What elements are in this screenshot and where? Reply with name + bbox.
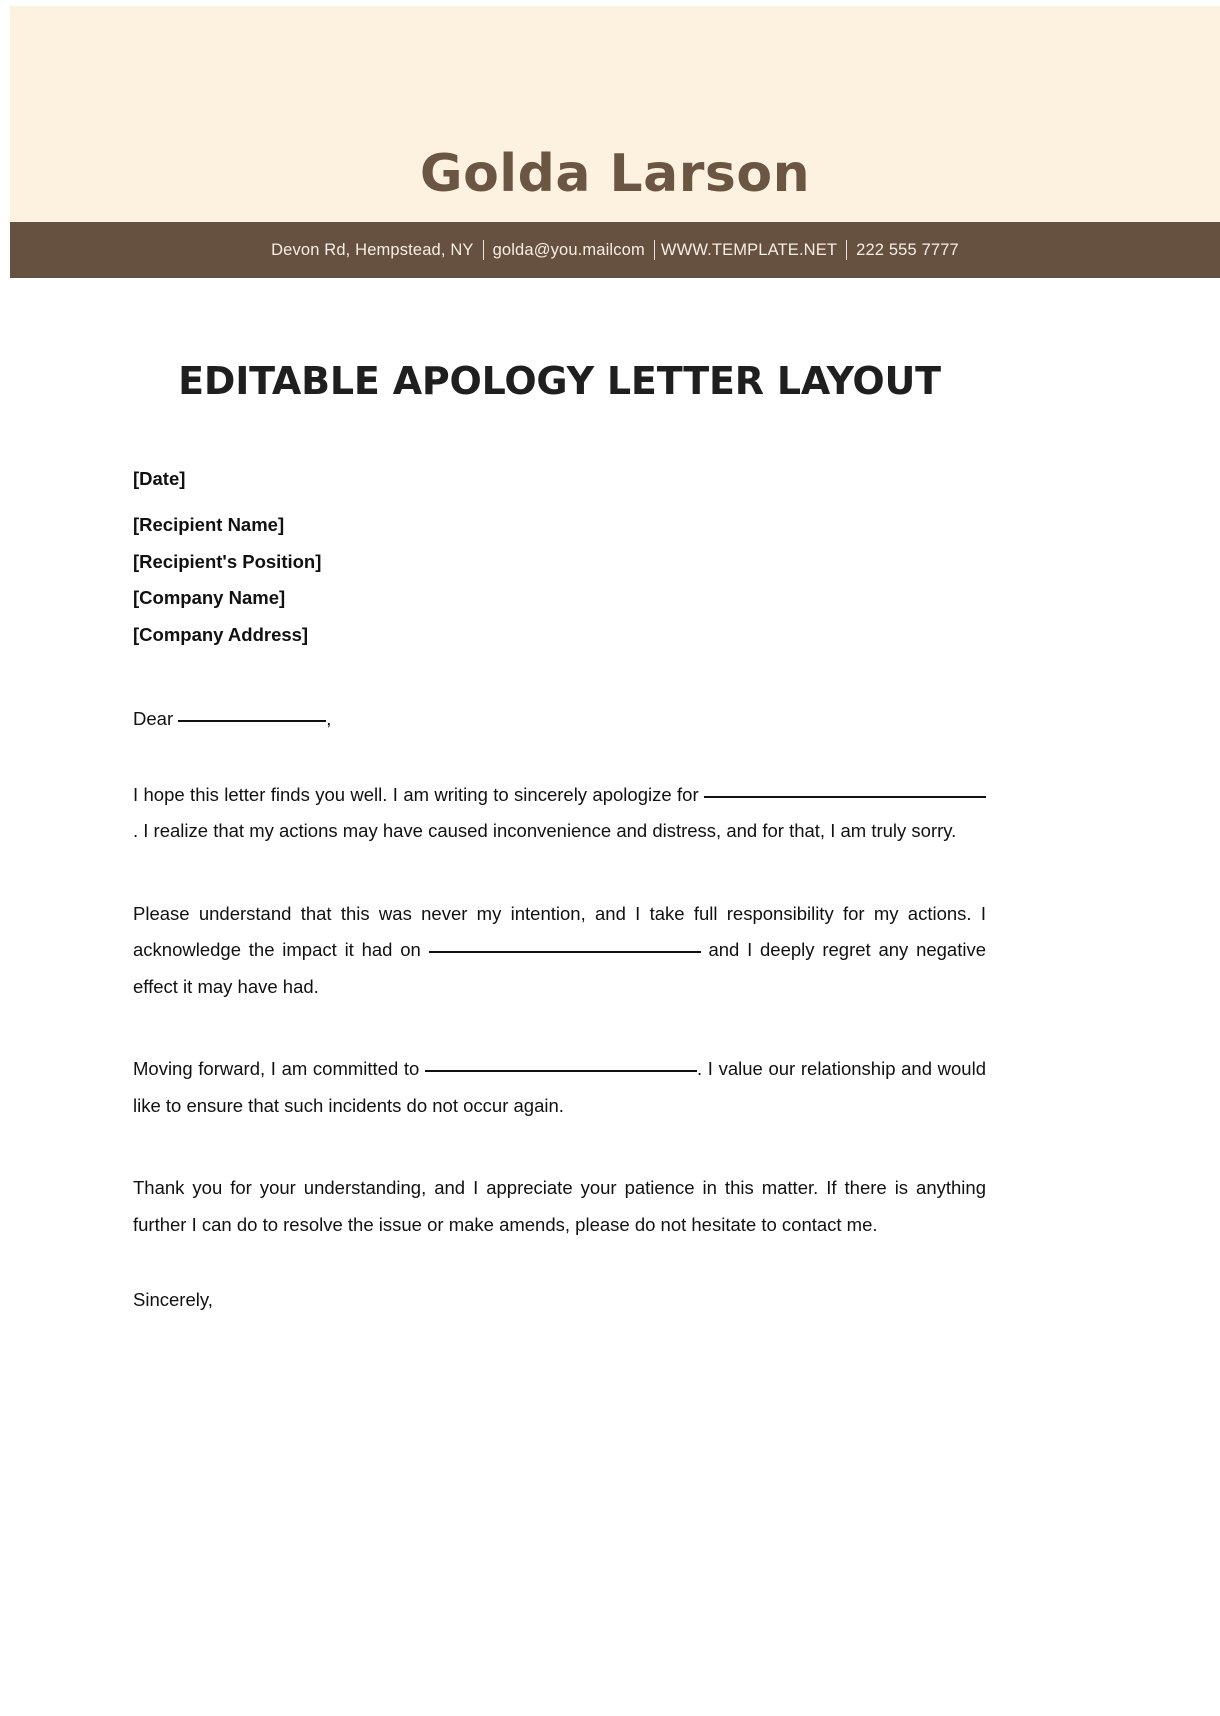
salutation-line: [133, 710, 986, 729]
paragraph-one-text-after: . I realize that my actions may have caused inconvenience and distress, and for that, I am truly sorry.: [133, 820, 957, 842]
contact-separator-icon: [483, 240, 484, 260]
contact-band: [10, 222, 1220, 278]
paragraph-one-blank-field[interactable]: [704, 796, 986, 798]
paragraph-two-text-after: and I deeply regret any negative effect it may have had.: [133, 939, 987, 997]
page-title: EDITABLE APOLOGY LETTER LAYOUT: [178, 359, 941, 403]
sender-name-band: [10, 6, 1220, 222]
paragraph-three-text-before: Moving forward, I am committed to: [133, 1058, 420, 1080]
paragraph-two-blank-field[interactable]: [429, 951, 701, 953]
field-company-name[interactable]: [Company Name]: [133, 587, 286, 609]
paragraph-four: Thank you for your understanding, and I appreciate your patience in this matter. If there is anything further I can do to resolve the issue or make amends, please do not hesitate to contact me.: [133, 1177, 986, 1235]
salutation-blank-field[interactable]: [178, 720, 326, 722]
field-recipient-position[interactable]: [Recipient's Position]: [133, 550, 322, 572]
contact-address: Devon Rd, Hempstead, NY: [271, 240, 474, 259]
paragraph-one: [133, 777, 986, 850]
field-company-address[interactable]: [Company Address]: [133, 623, 309, 645]
letterhead: [10, 6, 1220, 278]
letter-body: [133, 360, 986, 1310]
contact-phone[interactable]: 222 555 7777: [856, 240, 959, 259]
paragraph-three: [133, 1051, 986, 1124]
recipient-block: [133, 467, 986, 645]
contact-email[interactable]: golda@you.mailcom: [492, 240, 645, 259]
field-date[interactable]: [Date]: [133, 467, 186, 489]
contact-row: [271, 240, 959, 260]
paragraph-three-blank-field[interactable]: [425, 1070, 697, 1072]
closing-line: Sincerely,: [133, 1289, 213, 1311]
contact-separator-icon: [654, 240, 655, 260]
paragraph-one-text-before: I hope this letter finds you well. I am writing to sincerely apologize for: [133, 783, 699, 805]
paragraph-two: [133, 896, 986, 1006]
salutation-greeting: Dear: [133, 708, 174, 730]
salutation-comma: ,: [326, 708, 332, 730]
contact-separator-icon: [846, 240, 847, 260]
contact-website[interactable]: WWW.TEMPLATE.NET: [660, 240, 838, 259]
paragraph-three-text-after: . I value our relationship and would like to ensure that such incidents do not occur again.: [133, 1058, 986, 1116]
field-recipient-name[interactable]: [Recipient Name]: [133, 514, 285, 536]
paragraph-two-text-before: Please understand that this was never my intention, and I take full responsibility for my actions. I acknowledge the impact it had on: [133, 902, 986, 961]
sender-name: Golda Larson: [419, 144, 811, 204]
